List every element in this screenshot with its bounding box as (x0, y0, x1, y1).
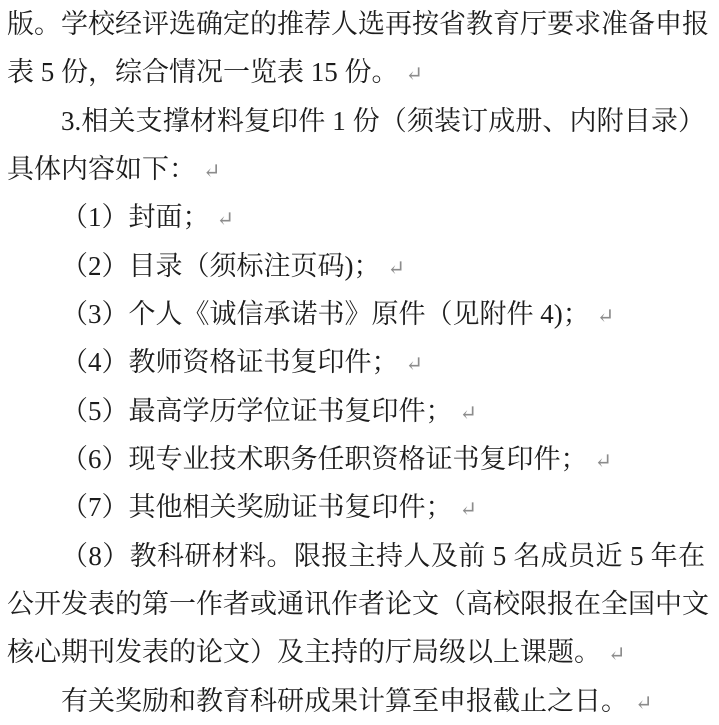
list-item (7, 338, 712, 386)
text-line (7, 0, 712, 48)
list-item (7, 242, 712, 290)
line-text: （4）教师资格证书复印件； (61, 347, 399, 378)
line-text: 核心期刊发表的论文）及主持的厅局级以上课题。 (7, 637, 601, 668)
paragraph-mark: ↵ (459, 400, 478, 425)
list-item (7, 193, 712, 241)
line-text: （5）最高学历学位证书复印件； (61, 395, 453, 426)
line-text: （1）封面； (61, 202, 210, 233)
paragraph-mark: ↵ (459, 497, 478, 522)
text-line (7, 677, 712, 725)
paragraph-mark: ↵ (608, 642, 626, 667)
text-line (7, 580, 712, 628)
line-text: 公开发表的第一作者或通讯作者论文（高校限报在全国中文 (7, 588, 709, 619)
paragraph-mark: ↵ (594, 448, 613, 473)
paragraph-mark: ↵ (387, 255, 406, 280)
list-item (7, 435, 712, 483)
line-text: （6）现专业技术职务任职资格证书复印件； (61, 443, 588, 474)
list-item (7, 483, 712, 531)
line-text: 版。学校经评选确定的推荐人选再按省教育厅要求准备申报 (7, 9, 709, 39)
line-text: （8）教科研材料。限报主持人及前 5 名成员近 5 年在 (61, 540, 705, 571)
line-text: （7）其他相关奖励证书复印件； (61, 492, 453, 523)
paragraph-mark: ↵ (216, 207, 235, 232)
paragraph-mark: ↵ (203, 158, 221, 183)
paragraph-mark: ↵ (405, 62, 424, 87)
list-item (7, 387, 712, 435)
paragraph-mark: ↵ (596, 303, 615, 328)
line-text: 表 5 份，综合情况一览表 15 份。 (7, 57, 399, 88)
line-text: （2）目录（须标注页码)； (61, 250, 381, 281)
paragraph-mark: ↵ (635, 690, 653, 715)
line-text: 3.相关支撑材料复印件 1 份（须装订成册、内附目录） (61, 105, 705, 136)
line-text: （3）个人《诚信承诺书》原件（见附件 4)； (61, 298, 590, 329)
text-line (7, 97, 712, 145)
list-item (7, 532, 712, 580)
text-line (7, 628, 712, 676)
line-text: 具体内容如下： (7, 153, 196, 184)
paragraph-mark: ↵ (405, 352, 424, 377)
text-line (7, 48, 712, 96)
text-line (7, 145, 712, 193)
list-item (7, 290, 712, 338)
line-text: 有关奖励和教育科研成果计算至申报截止之日。 (61, 685, 628, 716)
